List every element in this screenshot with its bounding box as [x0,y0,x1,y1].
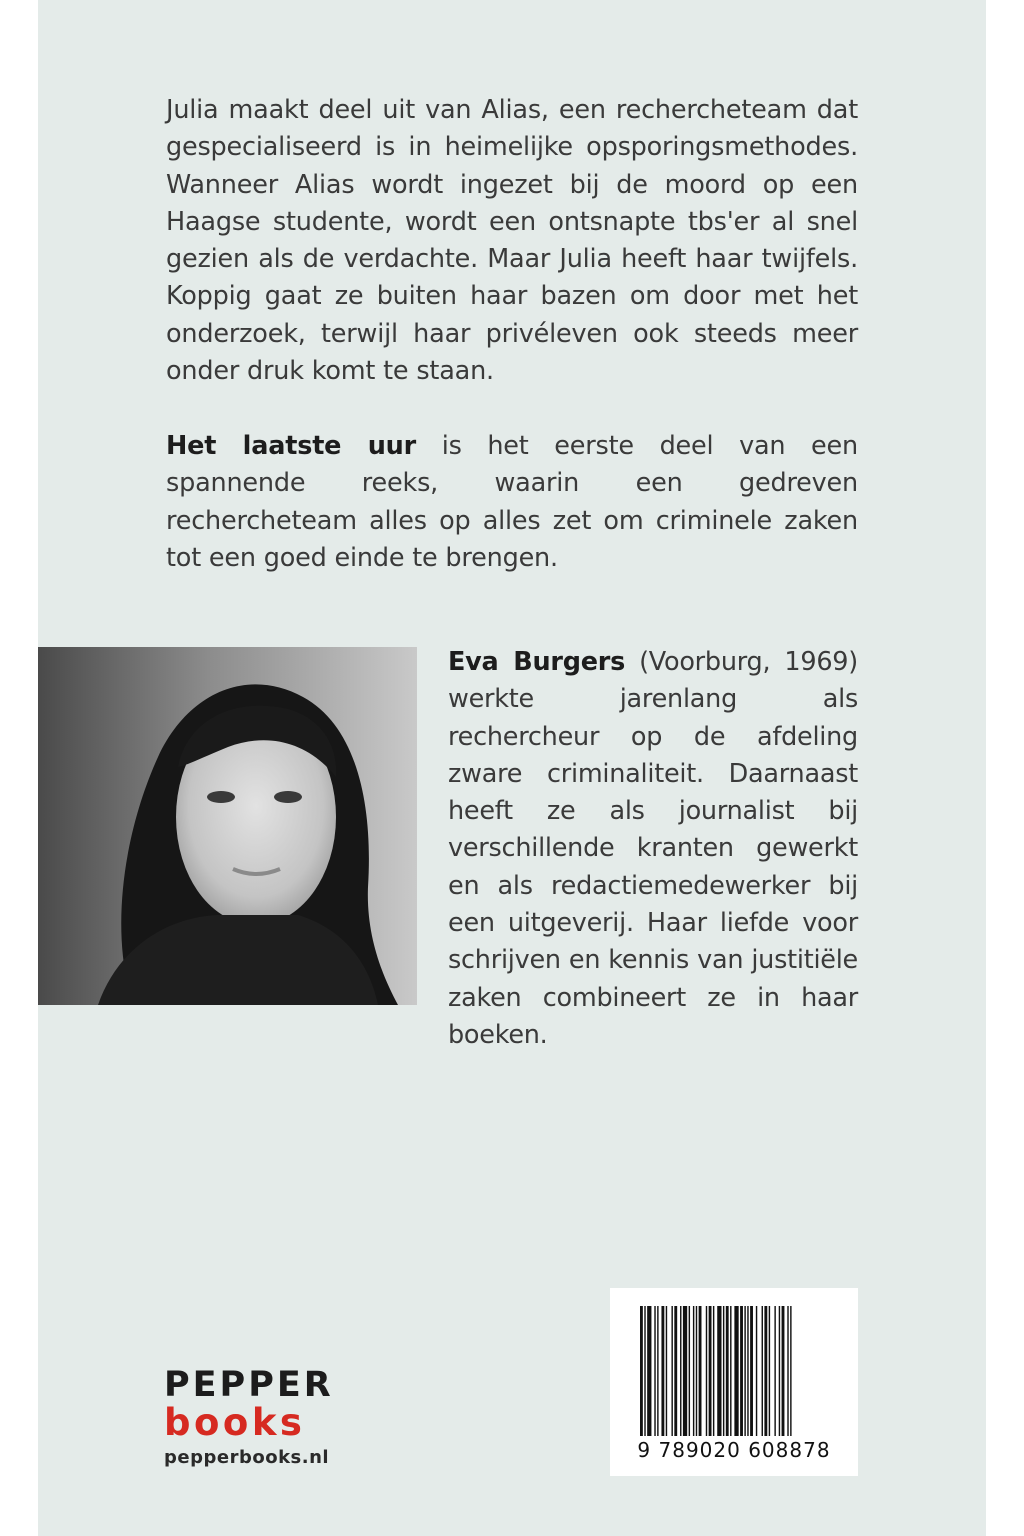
barcode-bar [744,1306,745,1436]
publisher-logo-line1: PEPPER [164,1365,334,1405]
barcode-bar [699,1306,702,1436]
barcode-bar [723,1306,724,1436]
barcode-bar [644,1306,645,1436]
barcode-bar [696,1306,697,1436]
barcode-bar [680,1306,681,1436]
barcode-bar [756,1306,757,1436]
barcode-bar [774,1306,775,1436]
author-photo [38,647,417,1005]
barcode-bar [671,1306,672,1436]
barcode-bar [683,1306,687,1436]
barcode [610,1288,858,1476]
author-bio-text: (Voorburg, 1969) werkte jarenlang als rechercheur op de afdeling zware criminaliteit. Daarnaast heeft ze als journalist bij verschillende kranten gewerkt en als redactiemedewerker bij een uitgeverij. Haar liefde voor schrijven en kennis van justitiële zaken combineert ze in haar boeken. [448,647,858,1050]
barcode-bar [647,1306,651,1436]
barcode-bars [610,1288,858,1448]
publisher-logo [164,1366,404,1474]
author-bio [448,644,858,1054]
barcode-bar [750,1306,753,1436]
blurb-paragraph-2 [166,428,858,577]
blurb-paragraph-2-text: is het eerste deel van een spannende reeks, waarin een gedreven rechercheteam alles op alles zet om criminele zaken tot een goed einde te brengen. [166,431,858,573]
barcode-bar [726,1306,729,1436]
barcode-bar [657,1306,658,1436]
barcode-bar [709,1306,712,1436]
barcode-bar [764,1306,767,1436]
book-back-cover [38,0,986,1536]
barcode-bar [787,1306,788,1436]
barcode-bar [740,1306,743,1436]
barcode-bar [706,1306,707,1436]
barcode-bar [689,1306,690,1436]
barcode-bar [654,1306,655,1436]
publisher-url: pepperbooks.nl [164,1447,330,1468]
barcode-bar [769,1306,770,1436]
barcode-digits: 9 789020 608878 [637,1438,831,1462]
barcode-bar [674,1306,677,1436]
barcode-bar [762,1306,763,1436]
barcode-bar [666,1306,667,1436]
book-title: Het laatste uur [166,431,417,461]
barcode-bar [747,1306,748,1436]
barcode-bar [640,1306,643,1436]
author-name: Eva Burgers [448,647,626,677]
publisher-logo-line2: books [164,1401,306,1444]
barcode-bar [717,1306,721,1436]
barcode-bar [713,1306,714,1436]
barcode-bar [782,1306,785,1436]
barcode-bar [734,1306,738,1436]
barcode-bar [779,1306,780,1436]
barcode-bar [790,1306,791,1436]
barcode-bar [730,1306,731,1436]
barcode-bar [661,1306,664,1436]
blurb-paragraph-1: Julia maakt deel uit van Alias, een rechercheteam dat gespecialiseerd is in heimelijke opsporingsmethodes. Wanneer Alias wordt ingezet bij de moord op een Haagse studente, wordt een ontsnapte tbs'er al snel gezien als de verdachte. Maar Julia heeft haar twijfels. Koppig gaat ze buiten haar bazen om door met het onderzoek, terwijl haar privéleven ook steeds meer onder druk komt te staan. [166,95,858,387]
barcode-bar [693,1306,694,1436]
